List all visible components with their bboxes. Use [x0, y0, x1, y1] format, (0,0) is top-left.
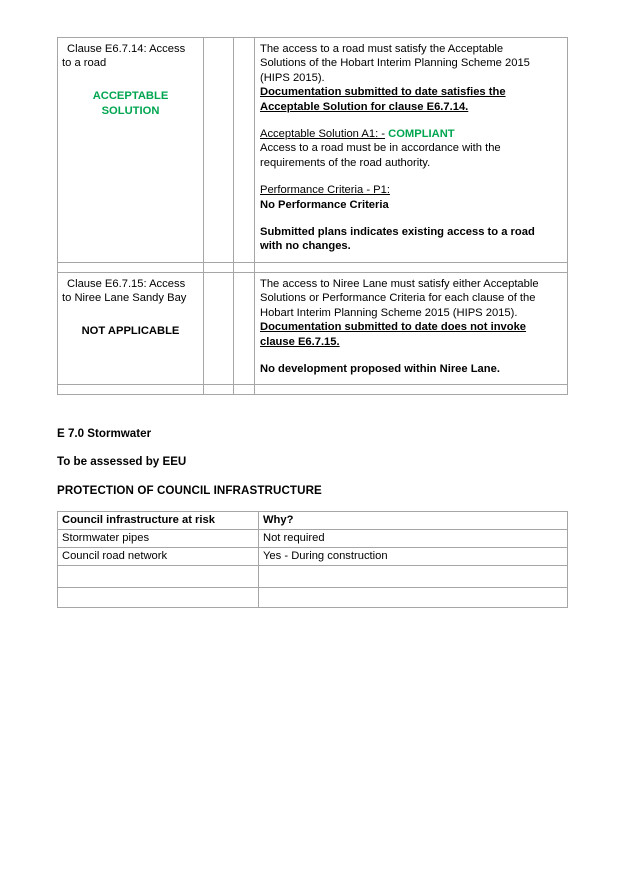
infrastructure-name-cell: Council road network: [58, 548, 259, 566]
table-spacer-row: [58, 262, 568, 272]
assessment-body-cell: [255, 272, 568, 384]
infrastructure-name-cell: Stormwater pipes: [58, 530, 259, 548]
statement-line1: Documentation submitted to date does not invoke: [260, 321, 527, 334]
spacer-cell-b: [234, 38, 255, 263]
intro-line1: The access to a road must satisfy the Acceptable: [260, 43, 504, 55]
infrastructure-why-cell: [259, 566, 568, 588]
conclusion-line2: with no changes.: [260, 240, 351, 253]
table-header-row: [58, 512, 568, 530]
spacer-cell: [204, 385, 234, 395]
spacer-cell: [234, 262, 255, 272]
section-heading-stormwater: E 7.0 Stormwater: [57, 427, 152, 440]
performance-criteria-value: No Performance Criteria: [260, 198, 389, 211]
clause-title: [62, 42, 199, 56]
clause-title-line1: Clause E6.7.15: Access: [67, 277, 186, 290]
table-trailing-row: [58, 385, 568, 395]
paragraph-gap: [260, 114, 562, 127]
column-header-infrastructure: Council infrastructure at risk: [58, 512, 259, 530]
column-header-why: Why?: [259, 512, 568, 530]
infrastructure-why-cell: Not required: [259, 530, 568, 548]
spacer-cell: [204, 262, 234, 272]
intro-line2: Solutions or Performance Criteria for each clause of the: [260, 292, 536, 305]
status-badge-line1: NOT APPLICABLE: [81, 324, 180, 337]
paragraph-gap: [260, 170, 562, 183]
clause-title-line2: to a road: [62, 57, 107, 70]
status-badge: [62, 324, 199, 339]
table-row: [58, 566, 568, 588]
council-infrastructure-table: [57, 511, 568, 608]
compliance-status: COMPLIANT: [388, 128, 455, 141]
clause-assessment-table: [57, 37, 568, 395]
clause-cell: [58, 272, 204, 384]
infrastructure-why-cell: Yes - During construction: [259, 548, 568, 566]
clause-cell: [58, 38, 204, 263]
intro-line2: Solutions of the Hobart Interim Planning Scheme 2015: [260, 57, 530, 70]
table-row: [58, 38, 568, 263]
acceptable-solution-line: [260, 127, 562, 141]
section-heading-protection: PROTECTION OF COUNCIL INFRASTRUCTURE: [57, 484, 322, 497]
solution-text-line2: requirements of the road authority.: [260, 156, 431, 169]
spacer-cell: [255, 262, 568, 272]
intro-line1: The access to Niree Lane must satisfy either Acceptable: [260, 277, 539, 290]
table-row: [58, 530, 568, 548]
statement-line2: Acceptable Solution for clause E6.7.14.: [260, 100, 469, 113]
spacer-cell-a: [204, 38, 234, 263]
statement-line2: clause E6.7.15.: [260, 335, 340, 348]
solution-text-line1: Access to a road must be in accordance with the: [260, 142, 501, 155]
clause-title-line2: to Niree Lane Sandy Bay: [62, 292, 187, 305]
performance-criteria-label: Performance Criteria - P1:: [260, 184, 390, 197]
statement-line1: Documentation submitted to date satisfies the: [260, 86, 506, 99]
spacer-cell: [234, 385, 255, 395]
spacer-cell: [255, 385, 568, 395]
section-note-assessed-by: To be assessed by EEU: [57, 455, 187, 468]
status-badge-line2: SOLUTION: [101, 104, 160, 117]
clause-title-line1: Clause E6.7.14: Access: [67, 43, 186, 55]
infrastructure-name-cell: [58, 588, 259, 608]
conclusion-line1: No development proposed within Niree Lane.: [260, 362, 500, 375]
assessment-body-cell: [255, 38, 568, 263]
infrastructure-name-cell: [58, 566, 259, 588]
spacer-cell: [58, 385, 204, 395]
status-badge-line1: ACCEPTABLE: [92, 89, 169, 102]
intro-line3: (HIPS 2015).: [260, 71, 325, 84]
clause-title: [62, 277, 199, 291]
table-row: [58, 272, 568, 384]
acceptable-solution-label: Acceptable Solution A1: -: [260, 128, 386, 141]
table-row: [58, 588, 568, 608]
spacer-cell-a: [204, 272, 234, 384]
status-badge: [62, 89, 199, 119]
infrastructure-why-cell: [259, 588, 568, 608]
table-row: [58, 548, 568, 566]
spacer-cell-b: [234, 272, 255, 384]
paragraph-gap: [260, 349, 562, 362]
conclusion-line1: Submitted plans indicates existing access to a road: [260, 226, 535, 239]
paragraph-gap: [260, 212, 562, 225]
spacer-cell: [58, 262, 204, 272]
intro-line3: Hobart Interim Planning Scheme 2015 (HIPS 2015).: [260, 306, 518, 319]
